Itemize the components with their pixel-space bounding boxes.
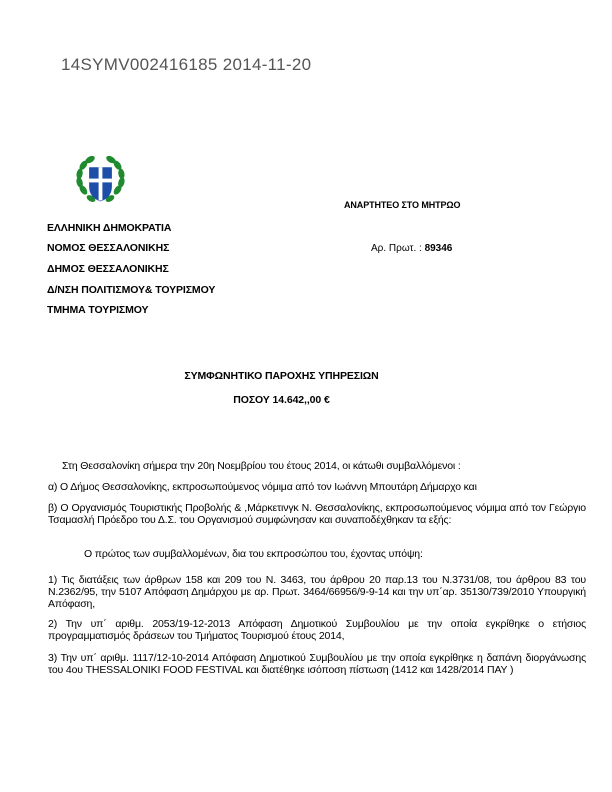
header-line-municipality: ΔΗΜΟΣ ΘΕΣΣΑΛΟΝΙΚΗΣ — [47, 263, 169, 275]
header-line-republic: ΕΛΛΗΝΙΚΗ ΔΗΜΟΚΡΑΤΙΑ — [47, 222, 172, 234]
list-item-1: 1) Τις διατάξεις των άρθρων 158 και 209 του Ν. 3463, του άρθρου 20 παρ.13 του Ν.3731/08, του άρθρου 83 του Ν.2362/95, την 5107 Απόφαση Δημάρχου με αρ. Πρωτ. 3464/66956/9-9-14 και την υπ΄αρ. 35130/739/2010 Υπουργική Απόφαση, — [48, 574, 586, 610]
posting-note: ΑΝΑΡΤΗΤΕΟ ΣΤΟ ΜΗΤΡΩΟ — [344, 200, 461, 210]
protocol-label: Αρ. Πρωτ. : — [371, 243, 422, 254]
contract-title: ΣΥΜΦΩΝΗΤΙΚΟ ΠΑΡΟΧΗΣ ΥΠΗΡΕΣΙΩΝ — [184, 370, 379, 382]
header-line-directorate: Δ/ΝΣΗ ΠΟΛΙΤΙΣΜΟΥ& ΤΟΥΡΙΣΜΟΥ — [47, 284, 216, 296]
intro-paragraph: Στη Θεσσαλονίκη σήμερα την 20η Νοεμβρίου του έτους 2014, οι κάτωθι συμβαλλόμενοι : — [62, 460, 461, 472]
list-item-3: 3) Την υπ΄ αριθμ. 1117/12-10-2014 Απόφαση Δημοτικού Συμβουλίου με την οποία εγκρίθηκε η δαπάνη διοργάνωσης του 4ου THESSALONIKI FOOD FESTIVAL και διατέθηκε ισόποση πίστωση (1412 και 1428/2014 ΠΑΥ ) — [48, 652, 586, 676]
greek-coat-of-arms-icon — [72, 152, 129, 209]
header-line-department: ΤΜΗΜΑ ΤΟΥΡΙΣΜΟΥ — [47, 304, 149, 316]
protocol-number: 89346 — [424, 243, 453, 254]
protocol-reference — [371, 243, 452, 254]
list-item-2: 2) Την υπ΄ αριθμ. 2053/19-12-2013 Απόφαση Δημοτικού Συμβουλίου με την οποία εγκρίθηκε ο ετήσιος προγραμματισμός δράσεων του Τμήματος Τουρισμού έτους 2014, — [48, 618, 586, 642]
party-b-paragraph: β) Ο Οργανισμός Τουριστικής Προβολής & ,Μάρκετινγκ Ν. Θεσσαλονίκης, εκπροσωπούμενος νόμιμα από τον Γεώργιο Τσαμασλή Πρόεδρο του Δ.Σ. του Οργανισμού συμφώνησαν και συναποδέχθηκαν τα εξής: — [48, 502, 586, 526]
header-line-prefecture: ΝΟΜΟΣ ΘΕΣΣΑΛΟΝΙΚΗΣ — [47, 242, 170, 254]
party-a-paragraph: α) Ο Δήμος Θεσσαλονίκης, εκπροσωπούμενος νόμιμα από τον Ιωάννη Μπουτάρη Δήμαρχο και — [48, 481, 477, 493]
first-party-paragraph: Ο πρώτος των συμβαλλομένων, δια του εκπροσώπου του, έχοντας υπόψη: — [84, 548, 423, 560]
document-id: 14SYMV002416185 2014-11-20 — [61, 55, 312, 74]
contract-amount: ΠΟΣΟΥ 14.642,,00 € — [233, 394, 330, 406]
